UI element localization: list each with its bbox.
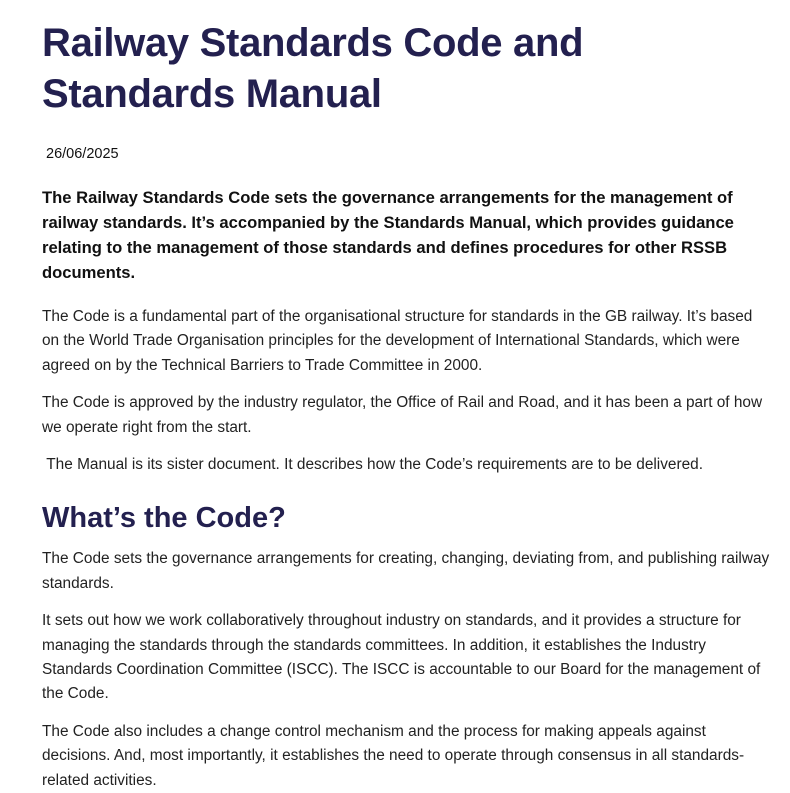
page-title: Railway Standards Code and Standards Manual <box>42 21 584 116</box>
body-paragraph: The Manual is its sister document. It describes how the Code’s requirements are to be delivered. <box>42 456 703 474</box>
body-paragraph: The Code is approved by the industry regulator, the Office of Rail and Road, and it has been a part of how we operate right from the start. <box>42 394 763 436</box>
section-heading: What’s the Code? <box>42 502 286 535</box>
section-paragraph: It sets out how we work collaboratively throughout industry on standards, and it provides a structure for managing the standards through the standards committees. In addition, it establishes the Industry Standards Coordination Committee (ISCC). The ISCC is accountable to our Board for the management of the Code. <box>42 612 761 703</box>
section-paragraph: The Code sets the governance arrangements for creating, changing, deviating from, and publishing railway standards. <box>42 550 770 592</box>
publish-date: 26/06/2025 <box>46 146 119 162</box>
body-paragraph: The Code is a fundamental part of the organisational structure for standards in the GB railway. It’s based on the World Trade Organisation principles for the development of International Standards, which were agreed on by the Technical Barriers to Trade Committee in 2000. <box>42 308 753 374</box>
lead-paragraph: The Railway Standards Code sets the governance arrangements for the management of railway standards. It’s accompanied by the Standards Manual, which provides guidance relating to the management of those standards and defines procedures for other RSSB documents. <box>42 188 734 282</box>
section-paragraph: The Code also includes a change control mechanism and the process for making appeals against decisions. And, most importantly, it establishes the need to operate through consensus in all standards-related activities. <box>42 722 745 789</box>
article <box>42 18 770 793</box>
